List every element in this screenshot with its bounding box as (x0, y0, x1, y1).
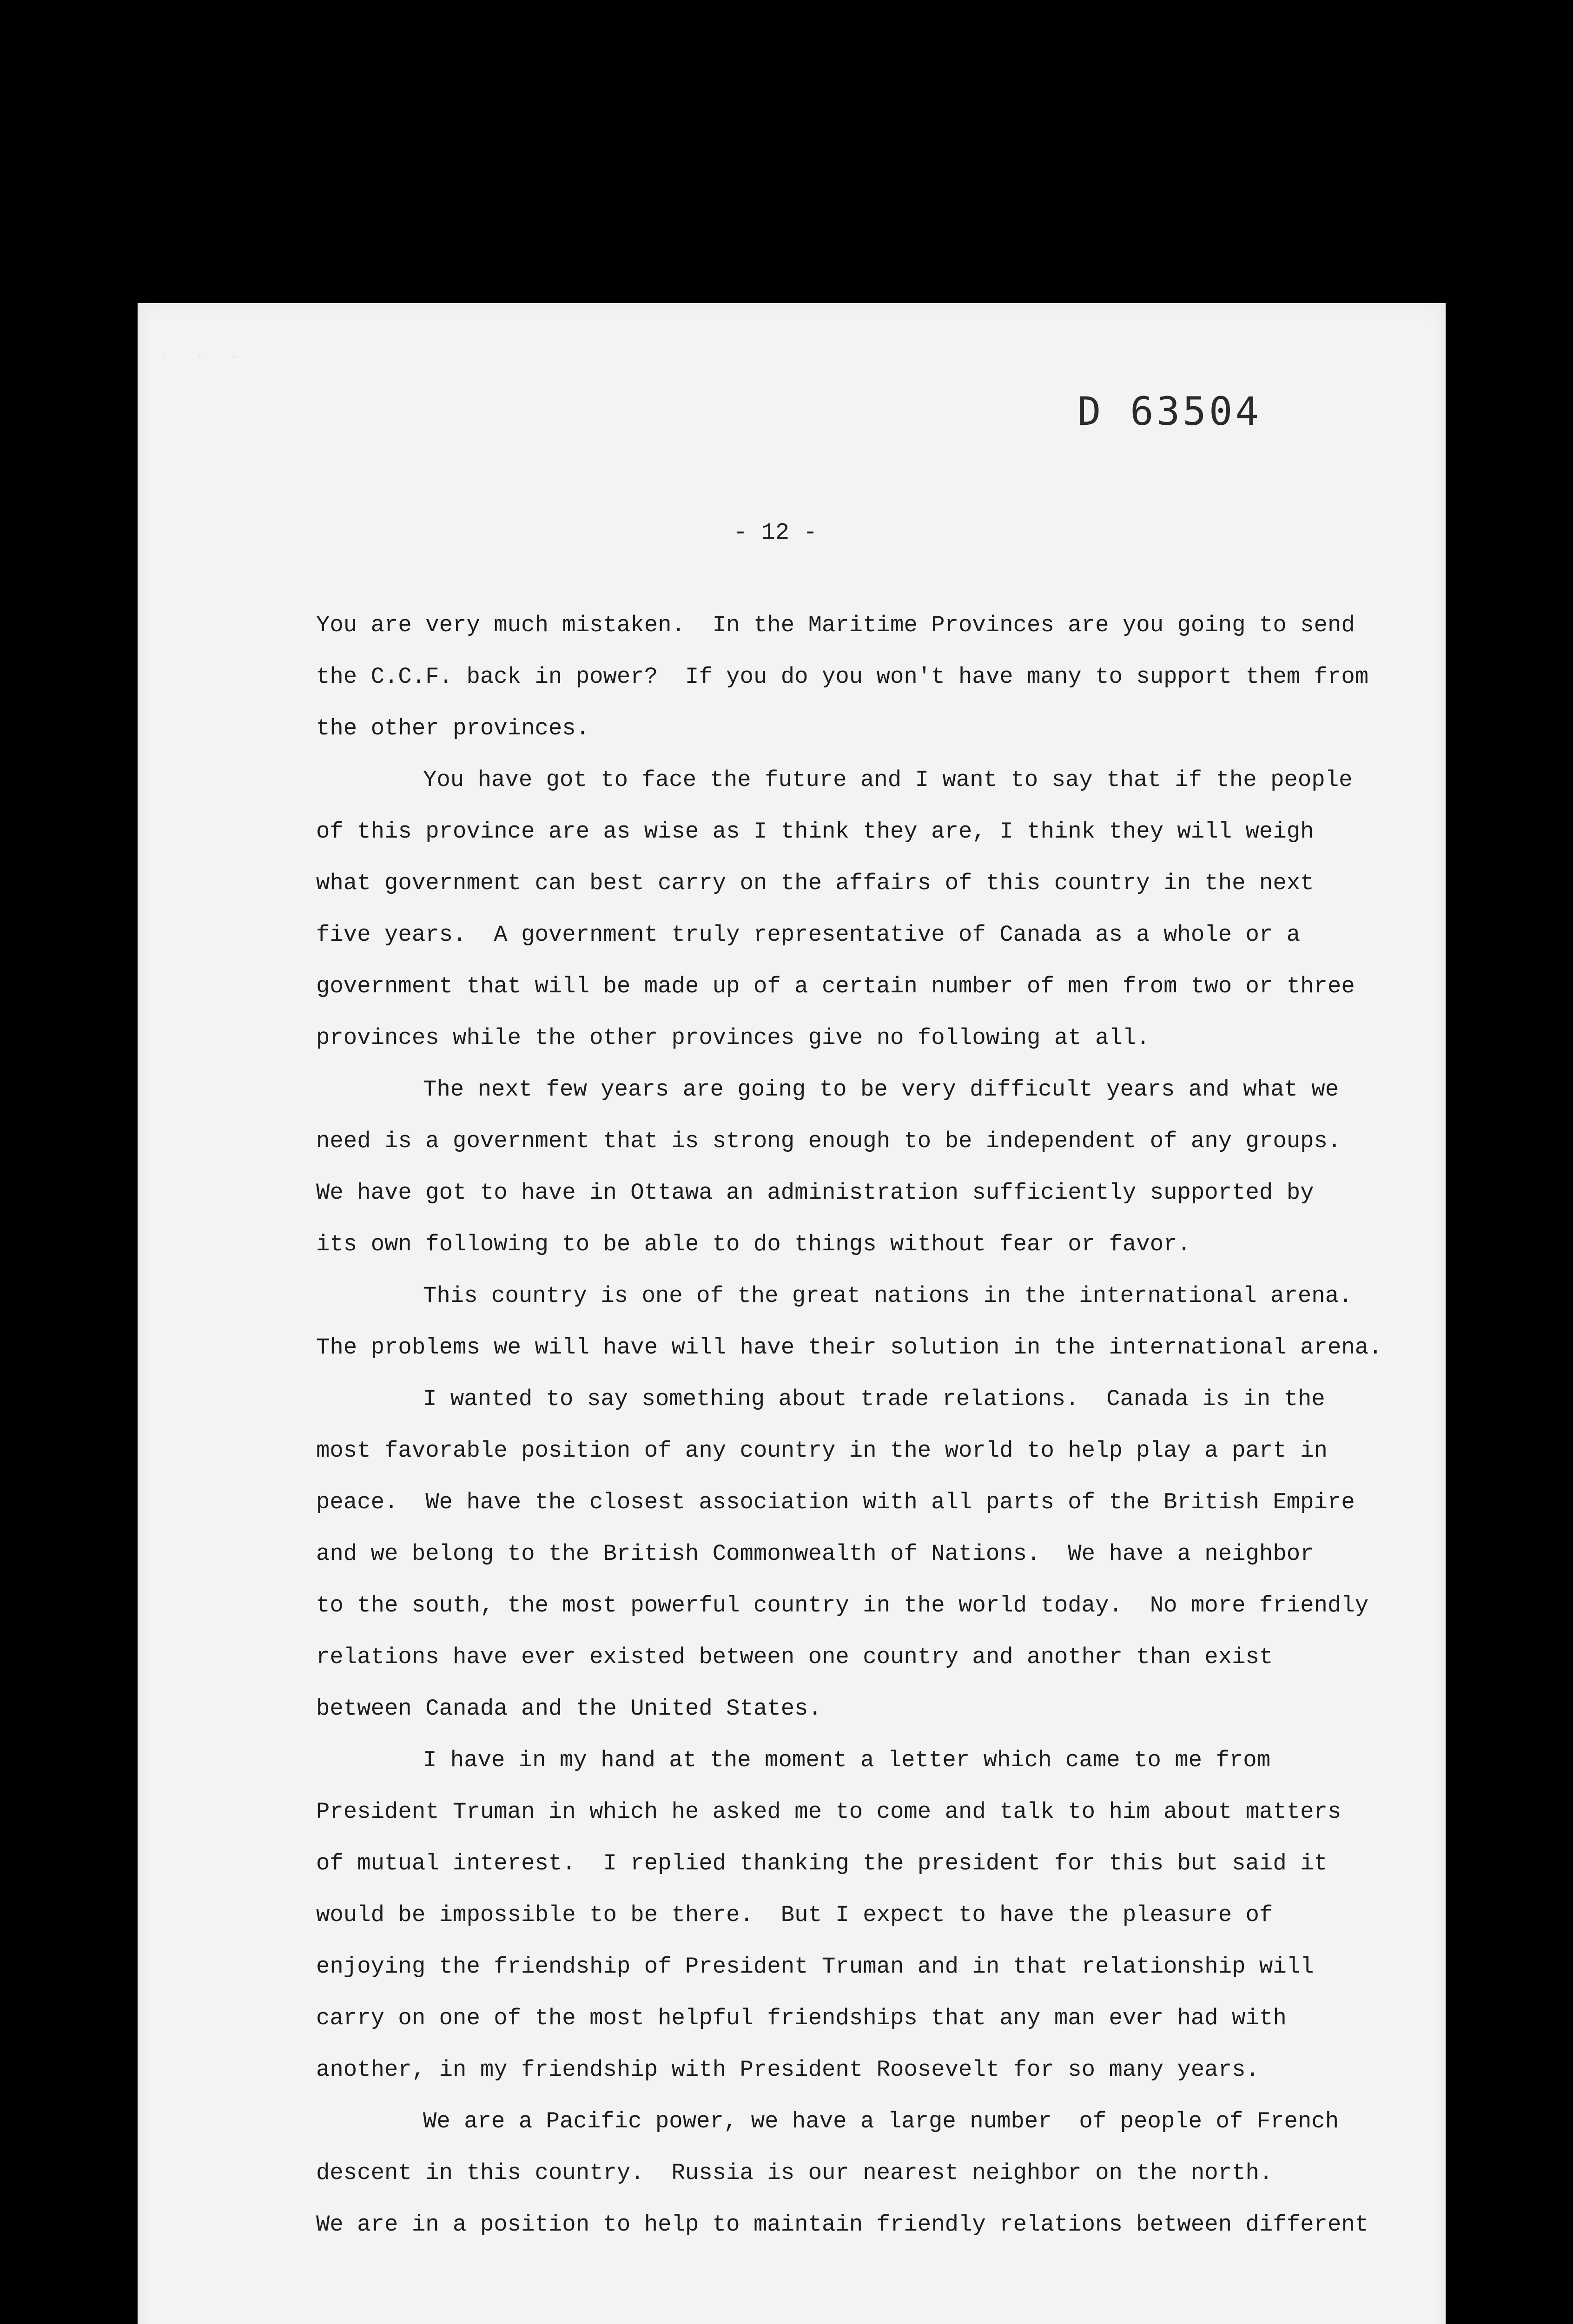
page-number: - 12 - (734, 520, 818, 546)
text-line: provinces while the other provinces give no following at all. (316, 1025, 1150, 1051)
text-line: its own following to be able to do things without fear or favor. (316, 1231, 1191, 1257)
text-line: The problems we will have will have their solution in the international arena. (316, 1334, 1382, 1360)
text-line: need is a government that is strong enough to be independent of any groups. (316, 1128, 1342, 1154)
text-line: would be impossible to be there. But I expect to have the pleasure of (316, 1902, 1273, 1928)
text-line: I have in my hand at the moment a letter which came to me from (423, 1747, 1271, 1773)
body-text (316, 600, 1385, 2251)
text-line: between Canada and the United States. (316, 1696, 822, 1722)
text-line: We are in a position to help to maintain friendly relations between different (316, 2212, 1369, 2238)
text-line: The next few years are going to be very difficult years and what we (423, 1076, 1339, 1103)
text-line: government that will be made up of a certain number of men from two or three (316, 973, 1355, 999)
text-line: and we belong to the British Commonwealth of Nations. We have a neighbor (316, 1541, 1314, 1567)
page-specks: · · · (158, 347, 247, 368)
text-line: You have got to face the future and I want to say that if the people (423, 767, 1353, 793)
text-line: relations have ever existed between one country and another than exist (316, 1644, 1273, 1670)
text-line: of mutual interest. I replied thanking the president for this but said it (316, 1850, 1328, 1876)
text-line: carry on one of the most helpful friendships that any man ever had with (316, 2005, 1287, 2031)
text-line: peace. We have the closest association with all parts of the British Empire (316, 1489, 1355, 1515)
document-number: D 63504 (1077, 389, 1262, 434)
text-line: the other provinces. (316, 715, 590, 741)
text-line: what government can best carry on the affairs of this country in the next (316, 870, 1314, 896)
text-line: another, in my friendship with President Roosevelt for so many years. (316, 2057, 1259, 2083)
text-line: enjoying the friendship of President Truman and in that relationship will (316, 1954, 1314, 1980)
text-line: the C.C.F. back in power? If you do you won't have many to support them from (316, 664, 1369, 690)
text-line: We have got to have in Ottawa an administration sufficiently supported by (316, 1180, 1314, 1206)
text-line: I wanted to say something about trade relations. Canada is in the (423, 1386, 1325, 1412)
text-line: descent in this country. Russia is our nearest neighbor on the north. (316, 2160, 1273, 2186)
text-line: most favorable position of any country in the world to help play a part in (316, 1438, 1328, 1464)
text-line: President Truman in which he asked me to come and talk to him about matters (316, 1799, 1342, 1825)
text-line: This country is one of the great nations in the international arena. (423, 1283, 1353, 1309)
text-line: You are very much mistaken. In the Maritime Provinces are you going to send (316, 612, 1355, 638)
text-line: We are a Pacific power, we have a large number of people of French (423, 2108, 1339, 2134)
text-line: five years. A government truly representative of Canada as a whole or a (316, 922, 1301, 948)
text-line: to the south, the most powerful country in the world today. No more friendly (316, 1592, 1369, 1618)
text-line: of this province are as wise as I think they are, I think they will weigh (316, 819, 1314, 845)
